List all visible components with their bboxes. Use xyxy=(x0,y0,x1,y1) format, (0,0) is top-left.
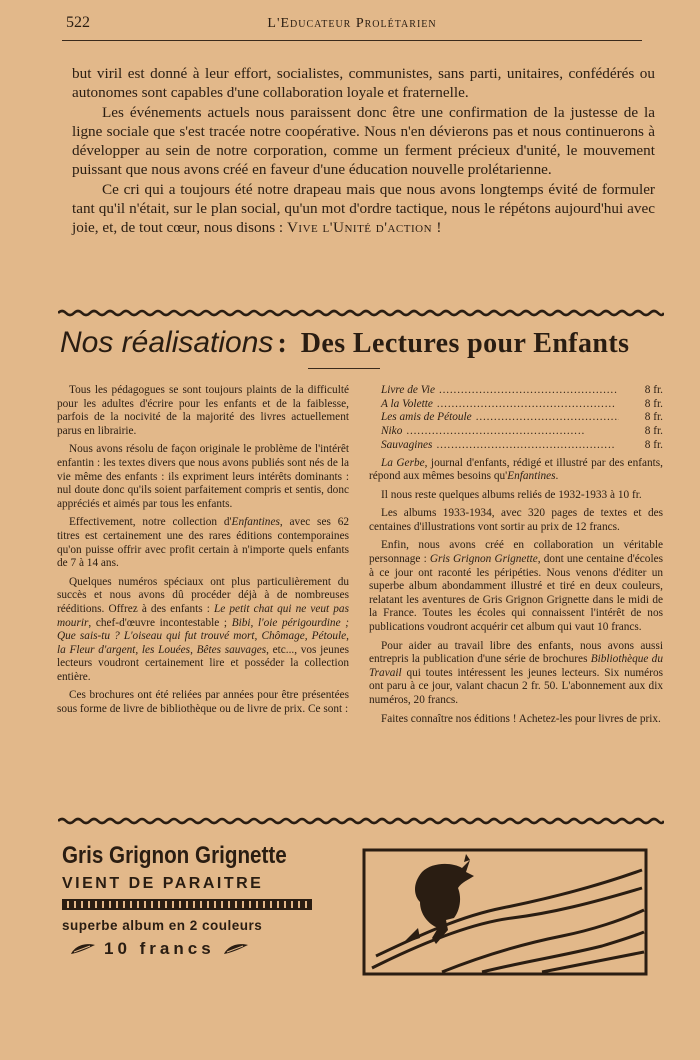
journal-name: La Gerbe xyxy=(381,456,425,469)
column-paragraph: Les albums 1933-1934, avec 320 pages de textes et des centaines d'illustrations vont sortir au prix de 12 francs. xyxy=(369,507,663,533)
intro-paragraph: Les événements actuels nous paraissent donc être une confirmation de la justesse de la ligne sociale que s'est tracée notre coopérative. Nous n'en dévierons pas et nous continuerons à développer au sein de notre corporation, comme un ferment précieux d'unité, le mouvement puissant que nous avons créé en faveur d'une éducation nouvelle prolétarienne. xyxy=(72,103,655,179)
intro-paragraph xyxy=(72,180,655,238)
text-run: . xyxy=(555,470,559,483)
column-paragraph xyxy=(369,640,663,708)
collection-name: Enfantines xyxy=(507,470,556,483)
column-paragraph: Il nous reste quelques albums reliés de 1932-1933 à 10 fr. xyxy=(381,488,642,501)
book-row xyxy=(369,425,663,439)
advert-subtitle: VIENT DE PARAITRE xyxy=(62,875,264,892)
book-row xyxy=(369,439,663,453)
column-paragraph xyxy=(57,576,349,685)
advert-price-row xyxy=(62,939,330,959)
column-paragraph xyxy=(57,516,349,570)
page-number: 522 xyxy=(66,14,90,31)
section-title-colon: : xyxy=(277,328,287,359)
book-price: 8 fr. xyxy=(644,438,663,451)
leader-dots xyxy=(406,425,619,439)
intro-text xyxy=(72,64,655,238)
book-title: A la Volette xyxy=(381,397,433,410)
column-paragraph xyxy=(369,539,663,634)
column-paragraph: Nous avons résolu de façon originale le problème de l'intérêt enfantin : les textes divers que nous avons publiés sont nés de la vie même des enfants : ils expriment leurs intérêts dominants : nul doute donc qu'ils soient parfaitement compris et sentis, donc appréciés et aimés par tous les enfants. xyxy=(57,443,349,510)
book-title: Le petit chat qui ne veut pas mourir xyxy=(57,602,349,629)
decorative-bar xyxy=(62,899,312,910)
book-price: 8 fr. xyxy=(644,411,663,424)
right-column xyxy=(369,384,663,731)
text-run: , etc..., vos jeunes lecteurs voudront certainement lire et posséder la collection entière. xyxy=(57,643,349,683)
intro-paragraph: but viril est donné à leur effort, socialistes, communistes, sans parti, unitaires, confédérés ou autonomes sont capables d'une collaboration loyale et fraternelle. xyxy=(72,65,655,102)
column-paragraph xyxy=(369,457,663,484)
intro-paragraph-text: Ce cri qui a toujours été notre drapeau mais que nous avons longtemps évité de formuler tant qu'il n'était, sur le plan social, qu'un mot d'ordre tactique, nous le répétons aujourd'hui avec joie, et, de tout cœur, nous disons : xyxy=(72,180,655,237)
advert-title: Gris Grignon Grignette xyxy=(62,842,287,869)
journal-title: L'Educateur Prolétarien xyxy=(267,16,437,31)
leader-dots xyxy=(437,398,619,412)
character-name: Gris Grignon Grignette xyxy=(429,553,538,566)
book-price: 8 fr. xyxy=(644,384,663,396)
book-price: 8 fr. xyxy=(644,425,663,438)
running-head xyxy=(62,12,642,38)
book-title: Niko xyxy=(381,425,403,438)
text-run: Pour aider au travail libre des enfants, nous avons aussi entrepris la publication d'une série de brochures xyxy=(369,639,663,666)
figure-on-waves-icon xyxy=(362,848,648,976)
text-run: , journal d'enfants, rédigé et illustré par des enfants, répond aux mêmes besoins qu' xyxy=(369,456,663,483)
book-row xyxy=(369,411,663,425)
book-row xyxy=(369,384,663,398)
book-price: 8 fr. xyxy=(644,397,663,410)
column-paragraph: Faites connaître nos éditions ! Achetez-les pour livres de prix. xyxy=(381,712,661,725)
slogan: Vive l'Unité d'action ! xyxy=(286,219,442,237)
series-name: Bibliothèque du Travail xyxy=(369,653,663,679)
collection-name: Enfantines xyxy=(231,516,280,529)
book-title: Livre de Vie xyxy=(381,384,435,396)
wavy-divider-bottom xyxy=(58,816,664,826)
leader-dots xyxy=(476,411,619,425)
book-title: Sauvagines xyxy=(381,438,433,451)
wavy-divider-top xyxy=(58,308,664,318)
leaf-ornament-icon xyxy=(223,943,249,955)
text-run: Effectivement, notre collection d' xyxy=(69,516,232,529)
text-run: , avec ses 62 titres est certainement une des rares éditions contemporaines qu'on puisse offrir avec profit certain à n'importe quels enfants de 7 à 14 ans. xyxy=(57,516,349,570)
section-title-main: Des Lectures pour Enfants xyxy=(300,328,630,359)
column-paragraph: Tous les pédagogues se sont toujours plaints de la difficulté pour les adultes d'écrire pour les enfants et de la faiblesse, parfois de la nocivité de la majorité des livres actuellement parus en librairie. xyxy=(57,384,349,437)
left-column xyxy=(57,384,349,722)
text-run: , dont une centaine d'écoles à ce jour ont raconté les péripéties. Nous venons d'éditer un superbe album abondamment illustré et tiré en deux couleurs, relatant les aventures de Gris Grignon Grignette dans le midi de la France. Toutes les écoles qui connaissent l'intérêt de nos publications voudront acquérir cet album qui vaut 10 francs. xyxy=(369,553,663,634)
text-run: qui toutes intéressent les jeunes lecteurs. Six numéros ont paru à ce jour, valant chacun 2 fr. 50. L'abonnement aux dix numéros, 20 francs. xyxy=(369,666,663,707)
leader-dots xyxy=(436,439,619,453)
text-run: Quelques numéros spéciaux ont plus particulièrement du succès et nous avons dû procéder déjà à de nombreuses rééditions. Offrez à des enfants : xyxy=(57,575,349,615)
book-row xyxy=(369,398,663,412)
leader-dots xyxy=(439,384,619,398)
column-paragraph: Ces brochures ont été reliées par années pour être présentées sous forme de livre de bibliothèque ou de livre de prix. Ce sont : xyxy=(57,689,349,716)
book-list xyxy=(369,384,663,453)
album-advert xyxy=(62,842,330,982)
section-title xyxy=(60,326,666,366)
book-title: Les amis de Pétoule xyxy=(381,411,472,424)
advert-price: 10 francs xyxy=(104,939,215,958)
text-run: Enfin, nous avons créé en collaboration un véritable personnage : xyxy=(369,539,663,566)
title-underline xyxy=(308,368,380,369)
advert-description: superbe album en 2 couleurs xyxy=(62,918,263,933)
leaf-ornament-icon xyxy=(70,943,96,955)
text-run: , chef-d'œuvre incontestable ; xyxy=(88,616,228,629)
header-rule xyxy=(62,40,642,41)
section-title-italic: Nos réalisations xyxy=(60,326,274,359)
book-titles: Bibi, l'oie périgourdine ; Que sais-tu ? L'oiseau qui fut trouvé mort, Chômage, Pétoule, la Fleur d'argent, les Louées, Bêtes sauvages xyxy=(57,616,350,656)
